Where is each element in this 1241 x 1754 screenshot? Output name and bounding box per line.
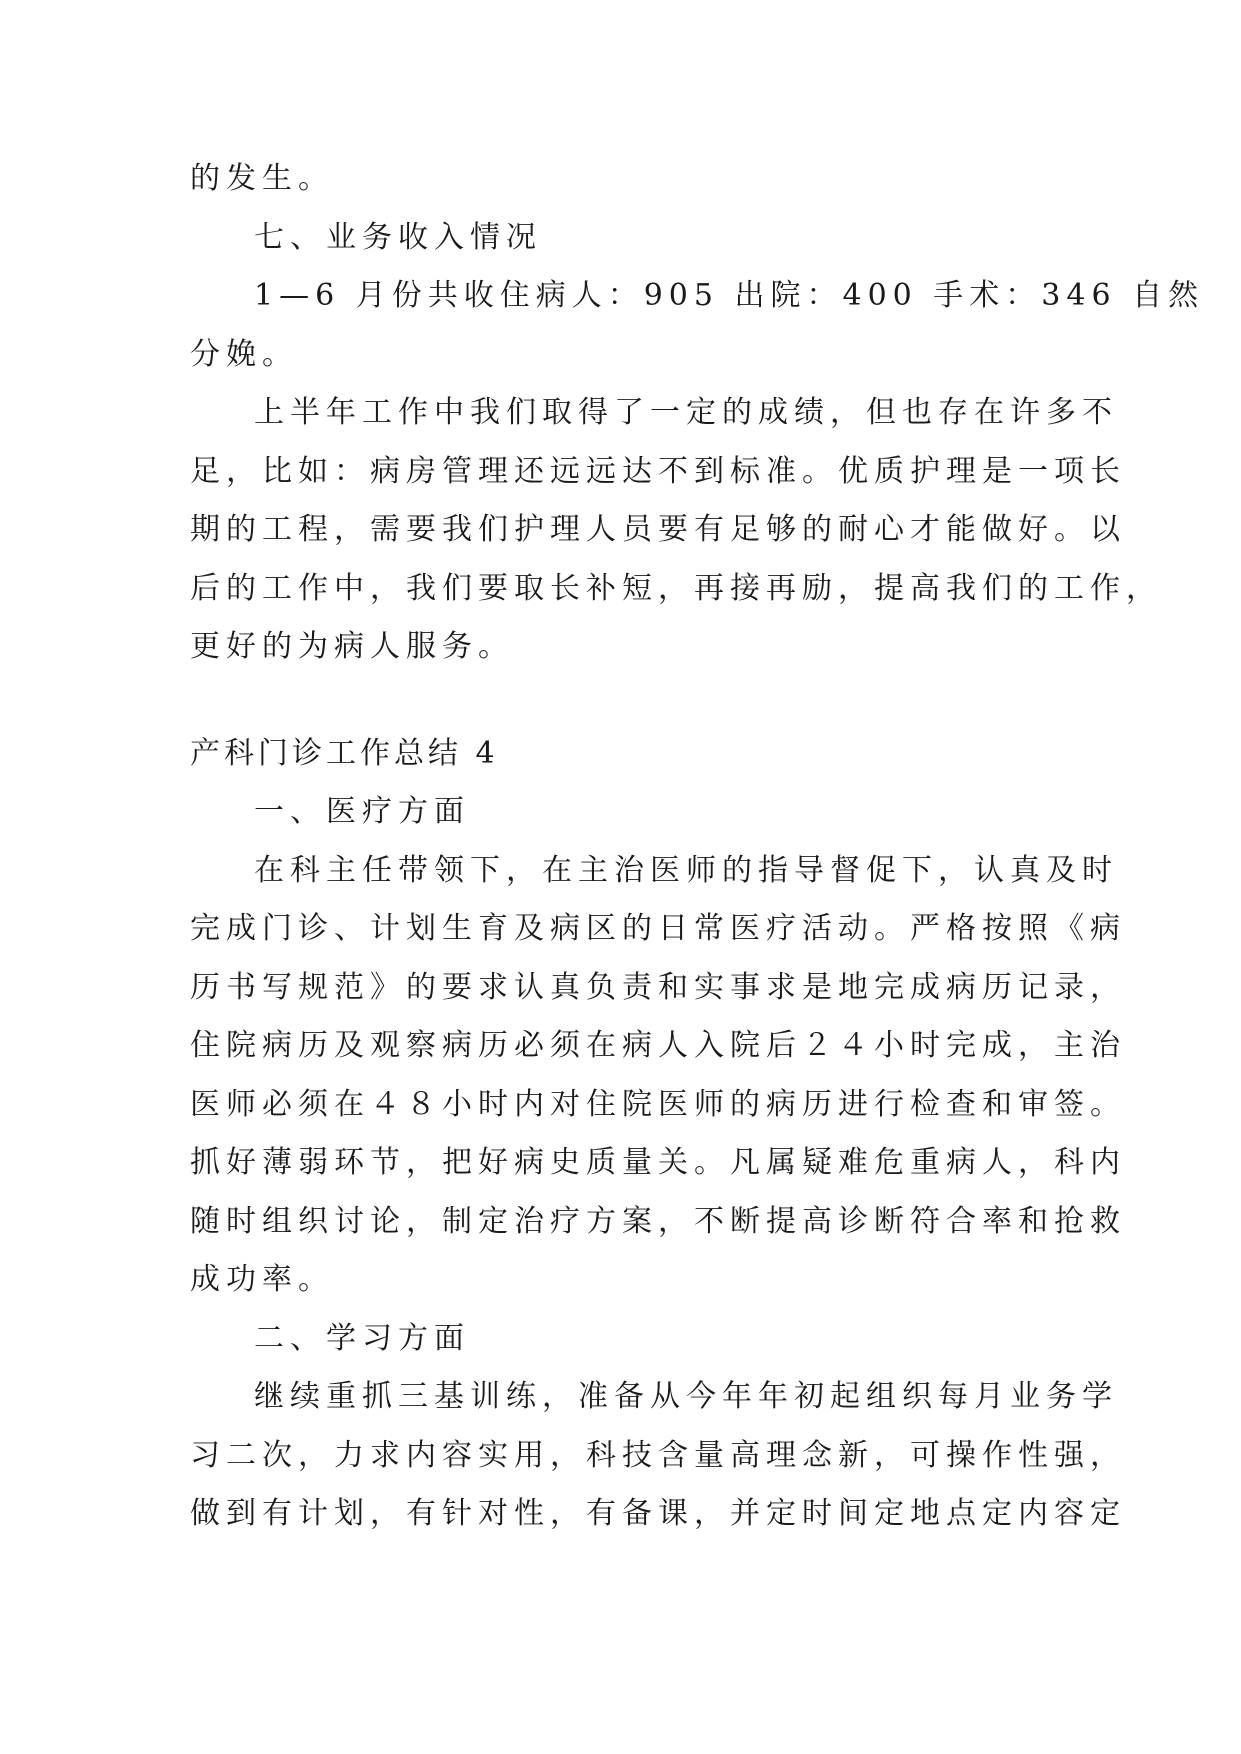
text-line: 住院病历及观察病历必须在病人入院后２４小时完成，主治	[190, 1028, 1126, 1063]
text-line: 抓好薄弱环节，把好病史质量关。凡属疑难危重病人，科内	[190, 1145, 1126, 1180]
text-line: 分娩。	[190, 336, 298, 372]
text-line: 完成门诊、计划生育及病区的日常医疗活动。严格按照《病	[190, 911, 1126, 946]
text-line: 更好的为病人服务。	[190, 629, 514, 664]
text-line: 在科主任带领下，在主治医师的指导督促下，认真及时	[254, 852, 1118, 888]
text-line: 二、学习方面	[254, 1320, 470, 1356]
text-line: 后的工作中，我们要取长补短，再接再励，提高我们的工作，	[190, 570, 1162, 606]
text-line: 医师必须在４８小时内对住院医师的病历进行检查和审签。	[190, 1086, 1126, 1122]
text-line: 上半年工作中我们取得了一定的成绩，但也存在许多不	[254, 395, 1118, 430]
text-line: 做到有计划，有针对性，有备课，并定时间定地点定内容定	[190, 1496, 1126, 1531]
document-body-part2	[190, 783, 1126, 1544]
text-line: 足，比如：病房管理还远远达不到标准。优质护理是一项长	[190, 453, 1126, 489]
document-page	[190, 150, 1205, 1544]
text-line: 的发生。	[190, 161, 334, 196]
text-line: 成功率。	[190, 1262, 334, 1297]
section-title: 产科门诊工作总结 4	[190, 735, 499, 771]
text-line: 习二次，力求内容实用，科技含量高理念新，可操作性强，	[190, 1437, 1126, 1473]
text-line: 继续重抓三基训练，准备从今年年初起组织每月业务学	[254, 1379, 1118, 1414]
section-gap	[190, 677, 1050, 725]
text-line: 历书写规范》的要求认真负责和实事求是地完成病历记录，	[190, 969, 1126, 1005]
document-body-part1	[190, 150, 1205, 677]
text-line: 随时组织讨论，制定治疗方案，不断提高诊断符合率和抢救	[190, 1203, 1126, 1239]
text-line: 一、医疗方面	[254, 794, 470, 829]
text-line: 期的工程，需要我们护理人员要有足够的耐心才能做好。以	[190, 512, 1126, 547]
text-line: 1—6 月份共收住病人：905 出院：400 手术：346 自然	[254, 278, 1205, 313]
text-line: 七、业务收入情况	[254, 219, 542, 255]
